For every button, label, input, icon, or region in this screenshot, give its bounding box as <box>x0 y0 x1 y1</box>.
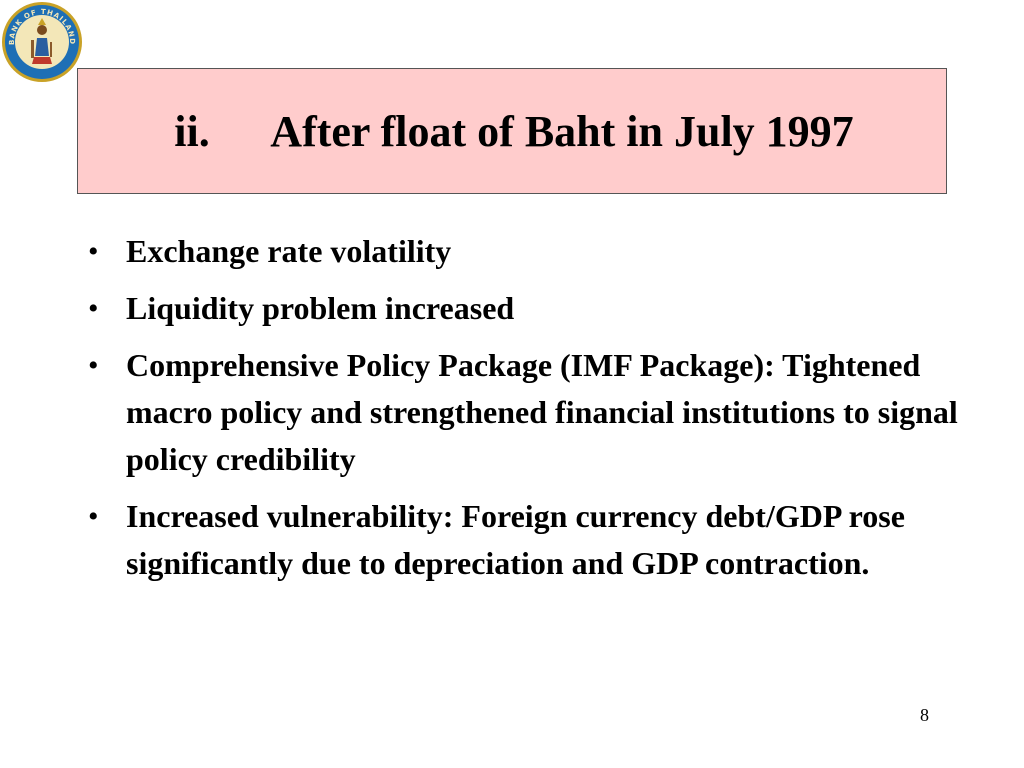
bullet-list <box>82 228 962 597</box>
bullet-dot-icon: • <box>88 500 99 533</box>
bullet-dot-icon: • <box>88 235 99 268</box>
bullet-dot-icon: • <box>88 292 99 325</box>
title-text: After float of Baht in July 1997 <box>270 106 854 156</box>
title-banner <box>77 68 947 194</box>
bullet-item-exchange-rate <box>82 228 962 275</box>
bullet-text: Comprehensive Policy Package (IMF Package): Tightened macro policy and strengthened financial institutions to signal policy credibility <box>126 347 958 477</box>
bullet-text: Increased vulnerability: Foreign currency debt/GDP rose significantly due to depreciation and GDP contraction. <box>126 498 905 581</box>
bullet-text: Exchange rate volatility <box>126 233 452 269</box>
bank-of-thailand-seal-logo <box>0 0 84 84</box>
bullet-item-liquidity <box>82 285 962 332</box>
page-number: 8 <box>920 705 929 725</box>
svg-text:BANK OF THAILAND: BANK OF THAILAND <box>7 7 77 46</box>
slide-title <box>174 106 853 157</box>
bullet-text: Liquidity problem increased <box>126 290 515 326</box>
bullet-item-policy-package <box>82 342 962 483</box>
title-number: ii. <box>174 106 210 156</box>
bullet-item-vulnerability <box>82 493 962 587</box>
bullet-dot-icon: • <box>88 349 99 382</box>
